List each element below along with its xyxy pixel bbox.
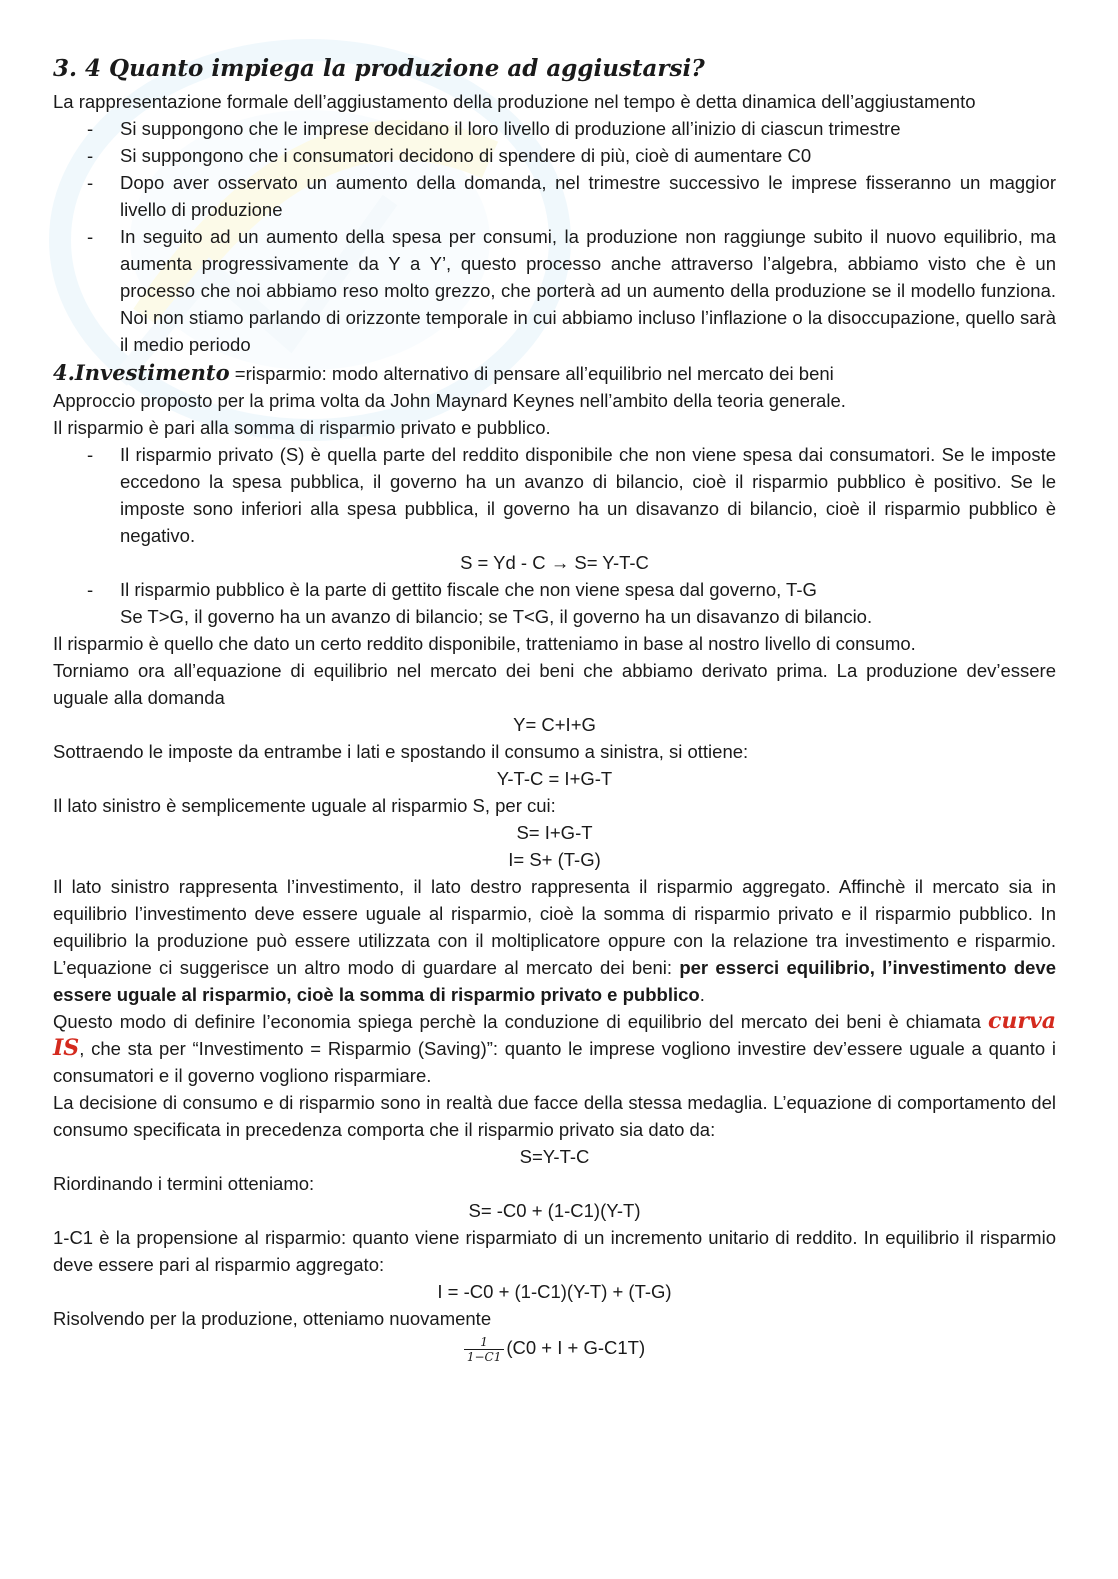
paragraph-bold-text: per esserci equilibrio, l’investimento deve essere uguale al risparmio, cioè la somma di risparmio privato e pubblico bbox=[53, 957, 1057, 1005]
list-item: - Il risparmio pubblico è la parte di gettito fiscale che non viene spesa dal governo, T-G bbox=[53, 576, 1056, 603]
equation: Y-T-C = I+G-T bbox=[496, 768, 613, 789]
equation: Y= C+I+G bbox=[513, 714, 596, 735]
equation: S= I+G-T bbox=[516, 822, 593, 843]
paragraph-text: Il lato sinistro rappresenta l’investimento, il lato destro rappresenta il risparmio aggregato. Affinchè il mercato sia in equilibrio l’investimento deve essere uguale al risparmio, cioè la somma di risparmio privato e il risparmio pubblico. In equilibrio la produzione può essere utilizzata con il moltiplicatore oppure con la relazione tra investimento e risparmio. L’equazione ci suggerisce un altro modo di guardare al mercato dei beni: bbox=[53, 876, 1056, 978]
equation: S= -C0 + (1-C1)(Y-T) bbox=[468, 1200, 641, 1221]
document-content bbox=[53, 52, 1056, 1364]
paragraph: Riordinando i termini otteniamo: bbox=[53, 1173, 315, 1194]
section-3-4-bullet-list bbox=[53, 115, 1056, 358]
section-4-bullet-list-2 bbox=[53, 576, 1056, 603]
equation: I= S+ (T-G) bbox=[508, 849, 601, 870]
list-item: - Dopo aver osservato un aumento della domanda, nel trimestre successivo le imprese fisseranno un maggior livello di produzione bbox=[53, 169, 1056, 223]
equation: S=Y-T-C bbox=[519, 1146, 590, 1167]
list-item-continuation: Se T>G, il governo ha un avanzo di bilancio; se T<G, il governo ha un disavanzo di bilancio. bbox=[120, 606, 873, 627]
paragraph: Il lato sinistro è semplicemente uguale al risparmio S, per cui: bbox=[53, 795, 556, 816]
paragraph bbox=[53, 873, 1056, 1008]
section-4-heading: 4.Investimento bbox=[53, 360, 230, 385]
paragraph-text-end: . bbox=[699, 984, 705, 1005]
paragraph-text-rest: , che sta per “Investimento = Risparmio (Saving)”: quanto le imprese vogliono investire dev’essere uguale a quanto i consumatori e il governo vogliono risparmiare. bbox=[53, 1038, 1056, 1086]
paragraph: 1-C1 è la propensione al risparmio: quanto viene risparmiato di un incremento unitario di reddito. In equilibrio il risparmio deve essere pari al risparmio aggregato: bbox=[53, 1227, 1056, 1275]
curva-is-term: curva IS bbox=[53, 1008, 1056, 1061]
section-3-4-heading: 3. 4 Quanto impiega la produzione ad aggiustarsi? bbox=[53, 55, 705, 82]
list-item: - In seguito ad un aumento della spesa per consumi, la produzione non raggiunge subito il nuovo equilibrio, ma aumenta progressivamente da Y a Y’, questo processo anche attraverso l’algebra, abbiamo visto che è un processo che noi abbiamo reso molto grezzo, che porterà ad un aumento della produzione se il modello funziona. Noi non stiamo parlando di orizzonte temporale in cui abbiamo incluso l’inflazione o la disoccupazione, quello sarà il medio periodo bbox=[53, 223, 1056, 358]
paragraph: Il risparmio è pari alla somma di risparmio privato e pubblico. bbox=[53, 417, 551, 438]
fraction-numerator: 1 bbox=[464, 1335, 505, 1350]
equation-multiplier bbox=[53, 1334, 1056, 1364]
paragraph: Torniamo ora all’equazione di equilibrio nel mercato dei beni che abbiamo derivato prima. La produzione dev’essere uguale alla domanda bbox=[53, 660, 1056, 708]
section-4-heading-suffix: =risparmio: modo alternativo di pensare all’equilibrio nel mercato dei beni bbox=[229, 363, 834, 384]
fraction-denominator: 1−C1 bbox=[466, 1349, 502, 1364]
section-4-bullet-list bbox=[53, 441, 1056, 549]
list-item: - Il risparmio privato (S) è quella parte del reddito disponibile che non viene spesa dai consumatori. Se le imposte eccedono la spesa pubblica, il governo ha un avanzo di bilancio, cioè il risparmio pubblico è positivo. Se le imposte sono inferiori alla spesa pubblica, il governo ha un disavanzo di bilancio, cioè il risparmio pubblico è negativo. bbox=[53, 441, 1056, 549]
paragraph: La decisione di consumo e di risparmio sono in realtà due facce della stessa medaglia. L’equazione di comportamento del consumo specificata in precedenza comporta che il risparmio privato sia dato da: bbox=[53, 1092, 1056, 1140]
equation: S = Yd - C → S= Y-T-C bbox=[460, 552, 649, 573]
section-3-4-intro: La rappresentazione formale dell’aggiustamento della produzione nel tempo è detta dinamica dell’aggiustamento bbox=[53, 91, 976, 112]
paragraph: Approccio proposto per la prima volta da John Maynard Keynes nell’ambito della teoria generale. bbox=[53, 390, 846, 411]
equation-rest: (C0 + I + G-C1T) bbox=[506, 1337, 646, 1358]
paragraph-text: Questo modo di definire l’economia spiega perchè la conduzione di equilibrio del mercato dei beni è chiamata bbox=[53, 1011, 988, 1032]
paragraph: Il risparmio è quello che dato un certo reddito disponibile, tratteniamo in base al nostro livello di consumo. bbox=[53, 633, 916, 654]
list-item: - Si suppongono che i consumatori decidono di spendere di più, cioè di aumentare C0 bbox=[53, 142, 1056, 169]
section-4-heading-line bbox=[53, 359, 1056, 387]
paragraph: Sottraendo le imposte da entrambe i lati e spostando il consumo a sinistra, si ottiene: bbox=[53, 741, 749, 762]
paragraph: Risolvendo per la produzione, otteniamo nuovamente bbox=[53, 1308, 492, 1329]
equation: I = -C0 + (1-C1)(Y-T) + (T-G) bbox=[437, 1281, 672, 1302]
list-item: - Si suppongono che le imprese decidano il loro livello di produzione all’inizio di ciascun trimestre bbox=[53, 115, 1056, 142]
fraction bbox=[464, 1335, 505, 1364]
paragraph bbox=[53, 1008, 1056, 1089]
